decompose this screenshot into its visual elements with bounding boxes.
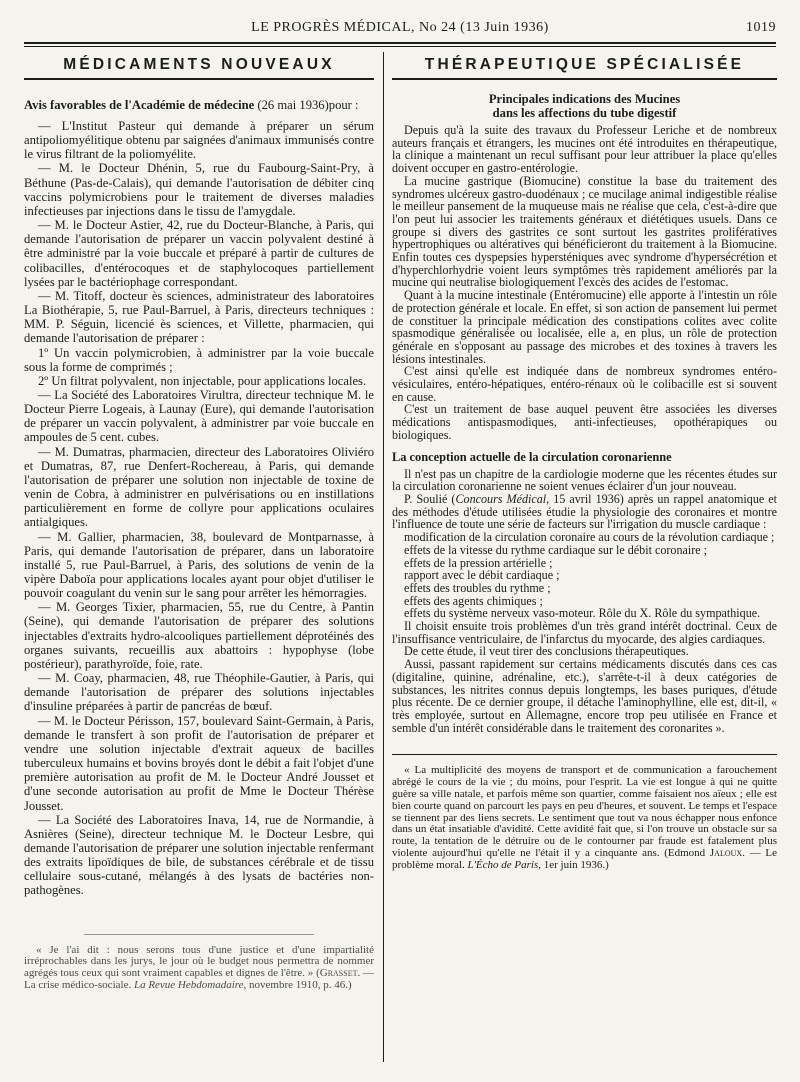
running-head [24, 20, 776, 40]
quote-author: Grasset [319, 967, 358, 980]
factor-item: effets des troubles du rythme ; [404, 580, 551, 595]
section-title-therapeutique: THÉRAPEUTIQUE SPÉCIALISÉE [424, 56, 745, 73]
section-rule [392, 78, 777, 80]
article-title-line: dans les affections du tube digestif [492, 106, 677, 120]
avis-heading-text: Avis favorables de l'Académie de médecine [24, 98, 255, 112]
section-rule [24, 78, 374, 80]
paragraph: Depuis qu'à la suite des travaux du Professeur Leriche et de nombreux auteurs français et étrangers, les mucines ont été introduites en thérapeutique, la clinique a maintenant un recul suffisant pour leur attribuer la place qu'elles doivent occuper en gastro-entérologie. [392, 123, 777, 176]
list-item: — La Société des Laboratoires Virultra, directeur technique M. le Docteur Pierre Logeais, à Launay (Eure), qui demande l'autorisation de préparer un vaccin polyvalent, à administrer par voie buccale en ampoules de 5 cent. cubes. [24, 387, 374, 445]
column-divider [383, 52, 384, 1062]
list-item: — M. le Docteur Périsson, 157, boulevard Saint-Germain, à Paris, demande le transfert à son profit de l'autorisation de préparer et vendre une solution injectable d'extrait aqueux de bacilles tuberculeux humains et bovins broyés dont le débit a fait l'objet d'une première autorisation au profit de M. le Docteur André Jousset et d'une seconde autorisation au profit de Mme le Docteur Thérèse Jousset. [24, 713, 374, 813]
factor-item: rapport avec le débit cardiaque ; [404, 568, 560, 583]
list-item: — M. le Docteur Astier, 42, rue du Docteur-Blanche, à Paris, qui demande l'autorisation de préparer un vaccin polyvalent destiné à être administré par la voie buccale et préparé à partir de cultures de colibacilles, d'entérocoques et de staphylocoques partiellement lysées par le bactériophage correspondant. [24, 218, 374, 289]
section-title-medicaments: MÉDICAMENTS NOUVEAUX [63, 56, 335, 73]
page-number: 1019 [746, 20, 776, 35]
paragraph-soulie [392, 493, 777, 531]
right-column [392, 54, 777, 1064]
quote-source-title: La Revue Hebdomadaire [133, 978, 244, 991]
avis-heading [24, 98, 374, 113]
list-item: — M. Titoff, docteur ès sciences, administrateur des laboratoires La Biothérapie, 5, rue Paul-Barruel, à Paris, directeurs techniques : MM. P. Séguin, licencié ès sciences, et Villette, pharmacien, qui demande l'autorisation de préparer : [24, 288, 374, 346]
quote-jaloux [392, 765, 777, 871]
list-item: 2º Un filtrat polyvalent, non injectable, pour applications locales. [38, 373, 367, 388]
factor-item: effets de la vitesse du rythme cardiaque sur le débit coronaire ; [404, 542, 708, 557]
quote-source-title: L'Écho de Paris [467, 858, 539, 871]
quote-text: « Je l'ai dit : nous serons tous d'une justice et d'une impartialité irréprochables dans les jurys, le jour où le budget nous permettra de nommer agrégés tous ceux qui sont vraiment capables et dignes de l'être. » ( [24, 943, 374, 980]
paragraph: La mucine gastrique (Biomucine) constitue la base du traitement des syndromes ulcéreux gastro-duodénaux ; ce mucilage animal indigestible réalise le meilleur pansement de la muqueuse mais ne réalise que cela, c'est-à-dire que l'on peut lui associer les traitements généraux et diététiques usuels. Dans ce groupe si divers des gastrites ce sont surtout les gastrites prolifératives hypertrophiques ou altératives qui bénéficieront du traitement à la Biomucine. Enfin toutes ces dyspepsies hypersténiques avec syndrome d'hypersécrétion et d'hyperchlorhydrie voient leurs symptômes très rapidement améliorés par la mucine qui neutralise biologiquement l'excès des acides de l'estomac. [392, 173, 777, 290]
paragraph: Aussi, passant rapidement sur certains médicaments discutés dans ces cas (digitaline, quinine, adrénaline, etc.), s'arrête-t-il à deux catégories de substances, les nitrites connus depuis longtemps, les bases puriques, d'étude plus récente. De ce dernier groupe, il détache l'aminophylline, elle est, dit-il, « très employée, surtout en Allemagne, encore trop peu utilisée en France et semble d'un intérêt considérable dans le traitement des coronarites ». [392, 657, 777, 735]
quote-source-end: , novembre 1910, p. 46.) [243, 978, 352, 991]
factor-item: effets du système nerveux vaso-moteur. Rôle du X. Rôle du sympathique. [404, 606, 761, 621]
quote-text: « La multiplicité des moyens de transport et de communication a farouchement abrégé le cours de la vie ; du moins, pour l'esprit. La vie est longue à qui ne quitte guère sa ville natale, et parfois même son quartier, comme faisaient nos aïeux ; elle est bien courte quand on parcourt les pays en peu d'heures, et souvent. Le temps et l'espace se tiennent par des liens secrets. Le sentiment que tout va nous échapper nous enfonce dans un état insatiable d'avidité. Cette avidité fait que, si l'on trouve un obstacle sur sa route, la tentation de le détruire ou de le contourner par fraude est fatalement plus violente aujourd'hui qu'elle ne l'était il y a cinquante ans. (Edmond [392, 764, 777, 859]
journal-title: LE PROGRÈS MÉDICAL, No 24 (13 Juin 1936) [251, 20, 549, 35]
paragraph: Il choisit ensuite trois problèmes d'un très grand intérêt doctrinal. Ceux de l'insuffisance ventriculaire, de l'infarctus du myocarde, des algies cardiaques. [392, 619, 777, 646]
source-title: Concours Médical [455, 491, 547, 506]
header-rule [24, 42, 776, 44]
list-item: 1º Un vaccin polymicrobien, à administrer par la voie buccale sous la forme de comprimés ; [24, 345, 374, 374]
paragraph: C'est ainsi qu'elle est indiquée dans de nombreux syndromes entéro-vésiculaires, entéro-hépatiques, entéro-rénaux où le colibacille est si souvent en cause. [392, 364, 777, 404]
quote-source-end: , 1er juin 1936.) [538, 858, 609, 871]
quote-grasset [24, 945, 374, 992]
quote-rule [392, 754, 777, 755]
avis-date: (26 mai 1936)pour : [257, 98, 359, 112]
paragraph: Il n'est pas un chapitre de la cardiologie moderne que les récentes études sur la circulation coronarienne ne soient venues éclairer d'un jour nouveau. [392, 466, 777, 494]
article-title-coronarienne: La conception actuelle de la circulation coronarienne [392, 449, 672, 464]
paragraph-text: P. Soulié ( [404, 491, 456, 506]
factor-item: modification de la circulation coronaire au cours de la révolution cardiaque ; [404, 530, 775, 545]
factor-item: effets des agents chimiques ; [404, 593, 543, 608]
list-item: — M. Georges Tixier, pharmacien, 55, rue du Centre, à Pantin (Seine), qui demande l'autorisation de préparer des solutions injectables d'extraits hydro-alcooliques partiellement déprotéinés des organes suivants, recueillis aux abattoirs : hypophyse (lobe postérieur), parathyroïde, foie, rate. [24, 600, 374, 671]
article-title-line: Principales indications des Mucines [488, 92, 681, 106]
paragraph: Quant à la mucine intestinale (Entéromucine) elle apporte à l'intestin un rôle de protection générale et locale. En effet, si son action de pansement lui permet de constituer la principale médication des constipations colites avec colite spasmodique généralisée ou localisée, elle a, en plus, un rôle de protection générale en s'opposant au passage des microbes et des toxines à travers les lésions intestinales. [392, 288, 777, 366]
left-column [24, 54, 374, 1064]
article-title-mucines [392, 92, 777, 120]
factor-item: effets de la pression artérielle ; [404, 555, 553, 570]
list-item: — M. Gallier, pharmacien, 38, boulevard de Montparnasse, à Paris, qui demande l'autorisation de préparer, dans un laboratoire installé 5, rue Paul-Barruel, à Paris, des solutions de venin de la vipère Daboïa pour applications locales ayant pour objet d'utiliser le pouvoir coagulant du venin sur le sang pour arrêter les hémorragies. [24, 529, 374, 601]
list-item: — M. le Docteur Dhénin, 5, rue du Faubourg-Saint-Pry, à Béthune (Pas-de-Calais), qui demande l'autorisation de débiter cinq vaccins polymicrobiens pour le traitement de diverses maladies infectieuses par injections dans le tissu de l'amygdale. [24, 161, 374, 218]
quote-author: Jaloux [709, 846, 743, 859]
quote-rule [84, 934, 314, 935]
paragraph: C'est un traitement de base auquel peuvent être associées les diverses médications antispasmodiques, anti-infectieuses, opothérapiques ou biologiques. [392, 402, 777, 442]
list-item: — M. Dumatras, pharmacien, directeur des Laboratoires Oliviéro et Dumatras, 87, rue Denfert-Rochereau, à Paris, qui demande l'autorisation de préparer une solution non injectable de toxine de venin de Cobra, à administrer en pulvérisations ou en instillations particulièrement en forme de collyre pour applications oculaires antialgiques. [24, 444, 374, 530]
paragraph: De cette étude, il veut tirer des conclusions thérapeutiques. [404, 644, 689, 659]
paragraph-text: , 15 avril 1936) après un rappel anatomique et des méthodes d'étude utilisées étudie la physiologie des coronaires et montre l'influence de toute une série de facteurs sur l'irrigation du muscle cardiaque : [392, 491, 777, 532]
quote-source: . — Le problème moral. [392, 846, 777, 871]
list-item: — L'Institut Pasteur qui demande à préparer un sérum antipoliomyélitique obtenu par saignées d'animaux immunisés contre le virus filtrant de la poliomyélite. [24, 119, 374, 162]
list-item: — M. Coay, pharmacien, 48, rue Théophile-Gautier, à Paris, qui demande l'autorisation de préparer des solutions injectables d'insuline préparées à partir de pancréas de bœuf. [24, 671, 374, 714]
header-rule-thin [24, 46, 776, 47]
quote-source: . — La crise médico-sociale. [24, 967, 374, 991]
list-item: — La Société des Laboratoires Inava, 14, rue de Normandie, à Asnières (Seine), directeur technique M. le Docteur Lesbre, qui demande l'autorisation de préparer une solution injectable renfermant des extraits lipoïdiques de bile, de substances cérébrale et de tissu cellulaire sous-cutané, mélangés à des lysats de bactéries non-pathogènes. [24, 812, 374, 898]
